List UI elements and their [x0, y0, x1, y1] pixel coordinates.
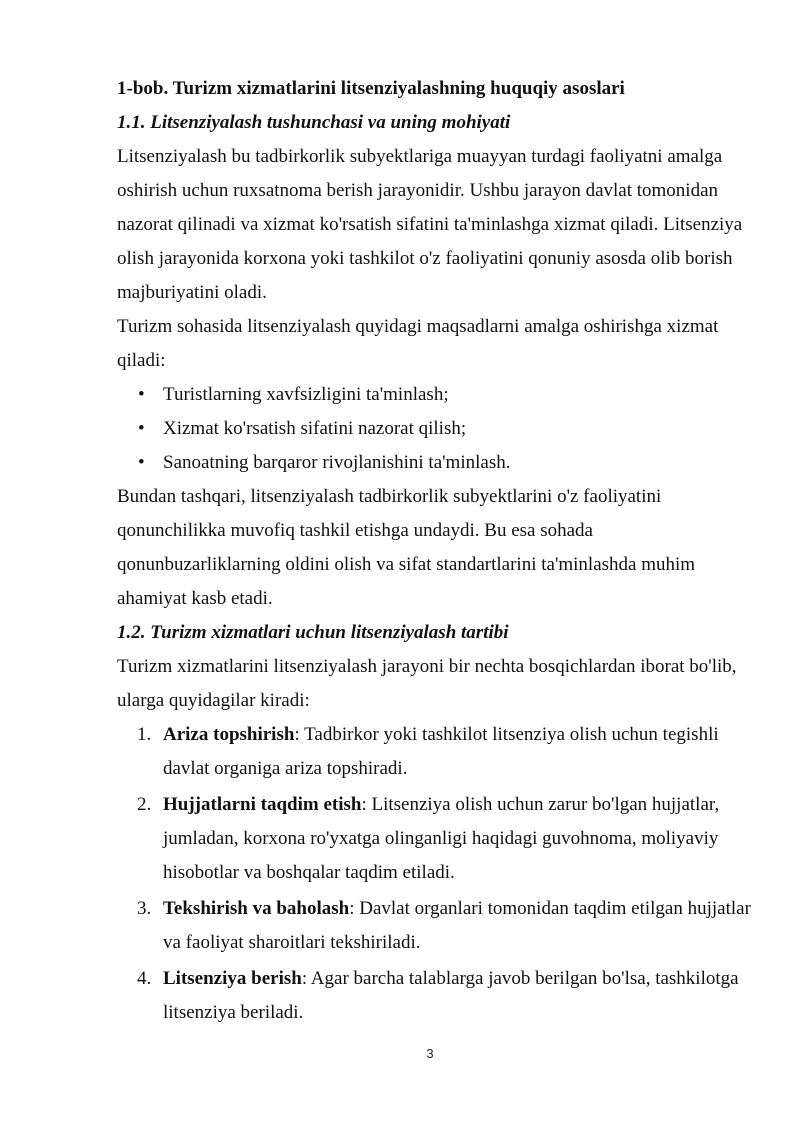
bullet-icon: •	[138, 452, 145, 473]
bullet-item	[138, 446, 757, 480]
step-number: 1.	[137, 724, 152, 745]
step-text: : Davlat organlari tomonidan taqdim etilgan hujjatlar va faoliyat sharoitlari tekshiriladi.	[163, 898, 751, 953]
bullet-icon: •	[138, 418, 145, 439]
section-title-1-2: 1.2. Turizm xizmatlari uchun litsenziyalash tartibi	[117, 622, 509, 643]
step-item	[137, 962, 757, 1030]
bullet-text: Xizmat ko'rsatish sifatini nazorat qilish;	[163, 418, 467, 439]
section-1-1-paragraph-3: Bundan tashqari, litsenziyalash tadbirkorlik subyektlarini o'z faoliyatini qonunchilikka muvofiq tashkil etishga undaydi. Bu esa sohada qonunbuzarliklarning oldini olish va sifat standartlarini ta'minlashda muhim ahamiyat kasb etadi.	[117, 486, 696, 609]
step-number: 2.	[137, 794, 152, 815]
step-text: : Litsenziya olish uchun zarur bo'lgan hujjatlar, jumladan, korxona ro'yxatga olinganligi haqidagi guvohnoma, moliyaviy hisobotlar va boshqalar taqdim etiladi.	[163, 794, 720, 883]
step-item	[137, 788, 757, 890]
step-text: : Tadbirkor yoki tashkilot litsenziya olish uchun tegishli davlat organiga ariza topshiradi.	[163, 724, 719, 779]
step-item	[137, 892, 757, 960]
step-term: Litsenziya berish	[163, 968, 302, 989]
step-term: Ariza topshirish	[163, 724, 295, 745]
section-1-1-paragraph-1: Litsenziyalash bu tadbirkorlik subyektlariga muayyan turdagi faoliyatni amalga oshirish uchun ruxsatnoma berish jarayonidir. Ushbu jarayon davlat tomonidan nazorat qilinadi va xizmat ko'rsatish sifatini ta'minlashga xizmat qiladi. Litsenziya olish jarayonida korxona yoki tashkilot o'z faoliyatini qonuniy asosda olib borish majburiyatini oladi.	[117, 146, 743, 303]
step-term: Hujjatlarni taqdim etish	[163, 794, 362, 815]
goals-bullet-list	[117, 378, 757, 480]
section-1-2-paragraph-1: Turizm xizmatlarini litsenziyalash jarayoni bir nechta bosqichlardan iborat bo'lib, ularga quyidagilar kiradi:	[117, 656, 737, 711]
section-1-1-paragraph-2: Turizm sohasida litsenziyalash quyidagi maqsadlarni amalga oshirishga xizmat qiladi:	[117, 316, 719, 371]
step-item	[137, 718, 757, 786]
step-number: 4.	[137, 968, 152, 989]
step-text: : Agar barcha talablarga javob berilgan bo'lsa, tashkilotga litsenziya beriladi.	[163, 968, 739, 1023]
section-title-1-1: 1.1. Litsenziyalash tushunchasi va uning mohiyati	[117, 112, 511, 133]
bullet-item	[138, 378, 757, 412]
chapter-title: 1-bob. Turizm xizmatlarini litsenziyalashning huquqiy asoslari	[117, 78, 625, 99]
licensing-steps-list	[117, 718, 757, 1030]
bullet-text: Sanoatning barqaror rivojlanishini ta'minlash.	[163, 452, 511, 473]
bullet-icon: •	[138, 384, 145, 405]
bullet-item	[138, 412, 757, 446]
document-page	[117, 72, 757, 1032]
step-term: Tekshirish va baholash	[163, 898, 350, 919]
bullet-text: Turistlarning xavfsizligini ta'minlash;	[163, 384, 449, 405]
step-number: 3.	[137, 898, 152, 919]
page-number: 3	[426, 1046, 434, 1061]
